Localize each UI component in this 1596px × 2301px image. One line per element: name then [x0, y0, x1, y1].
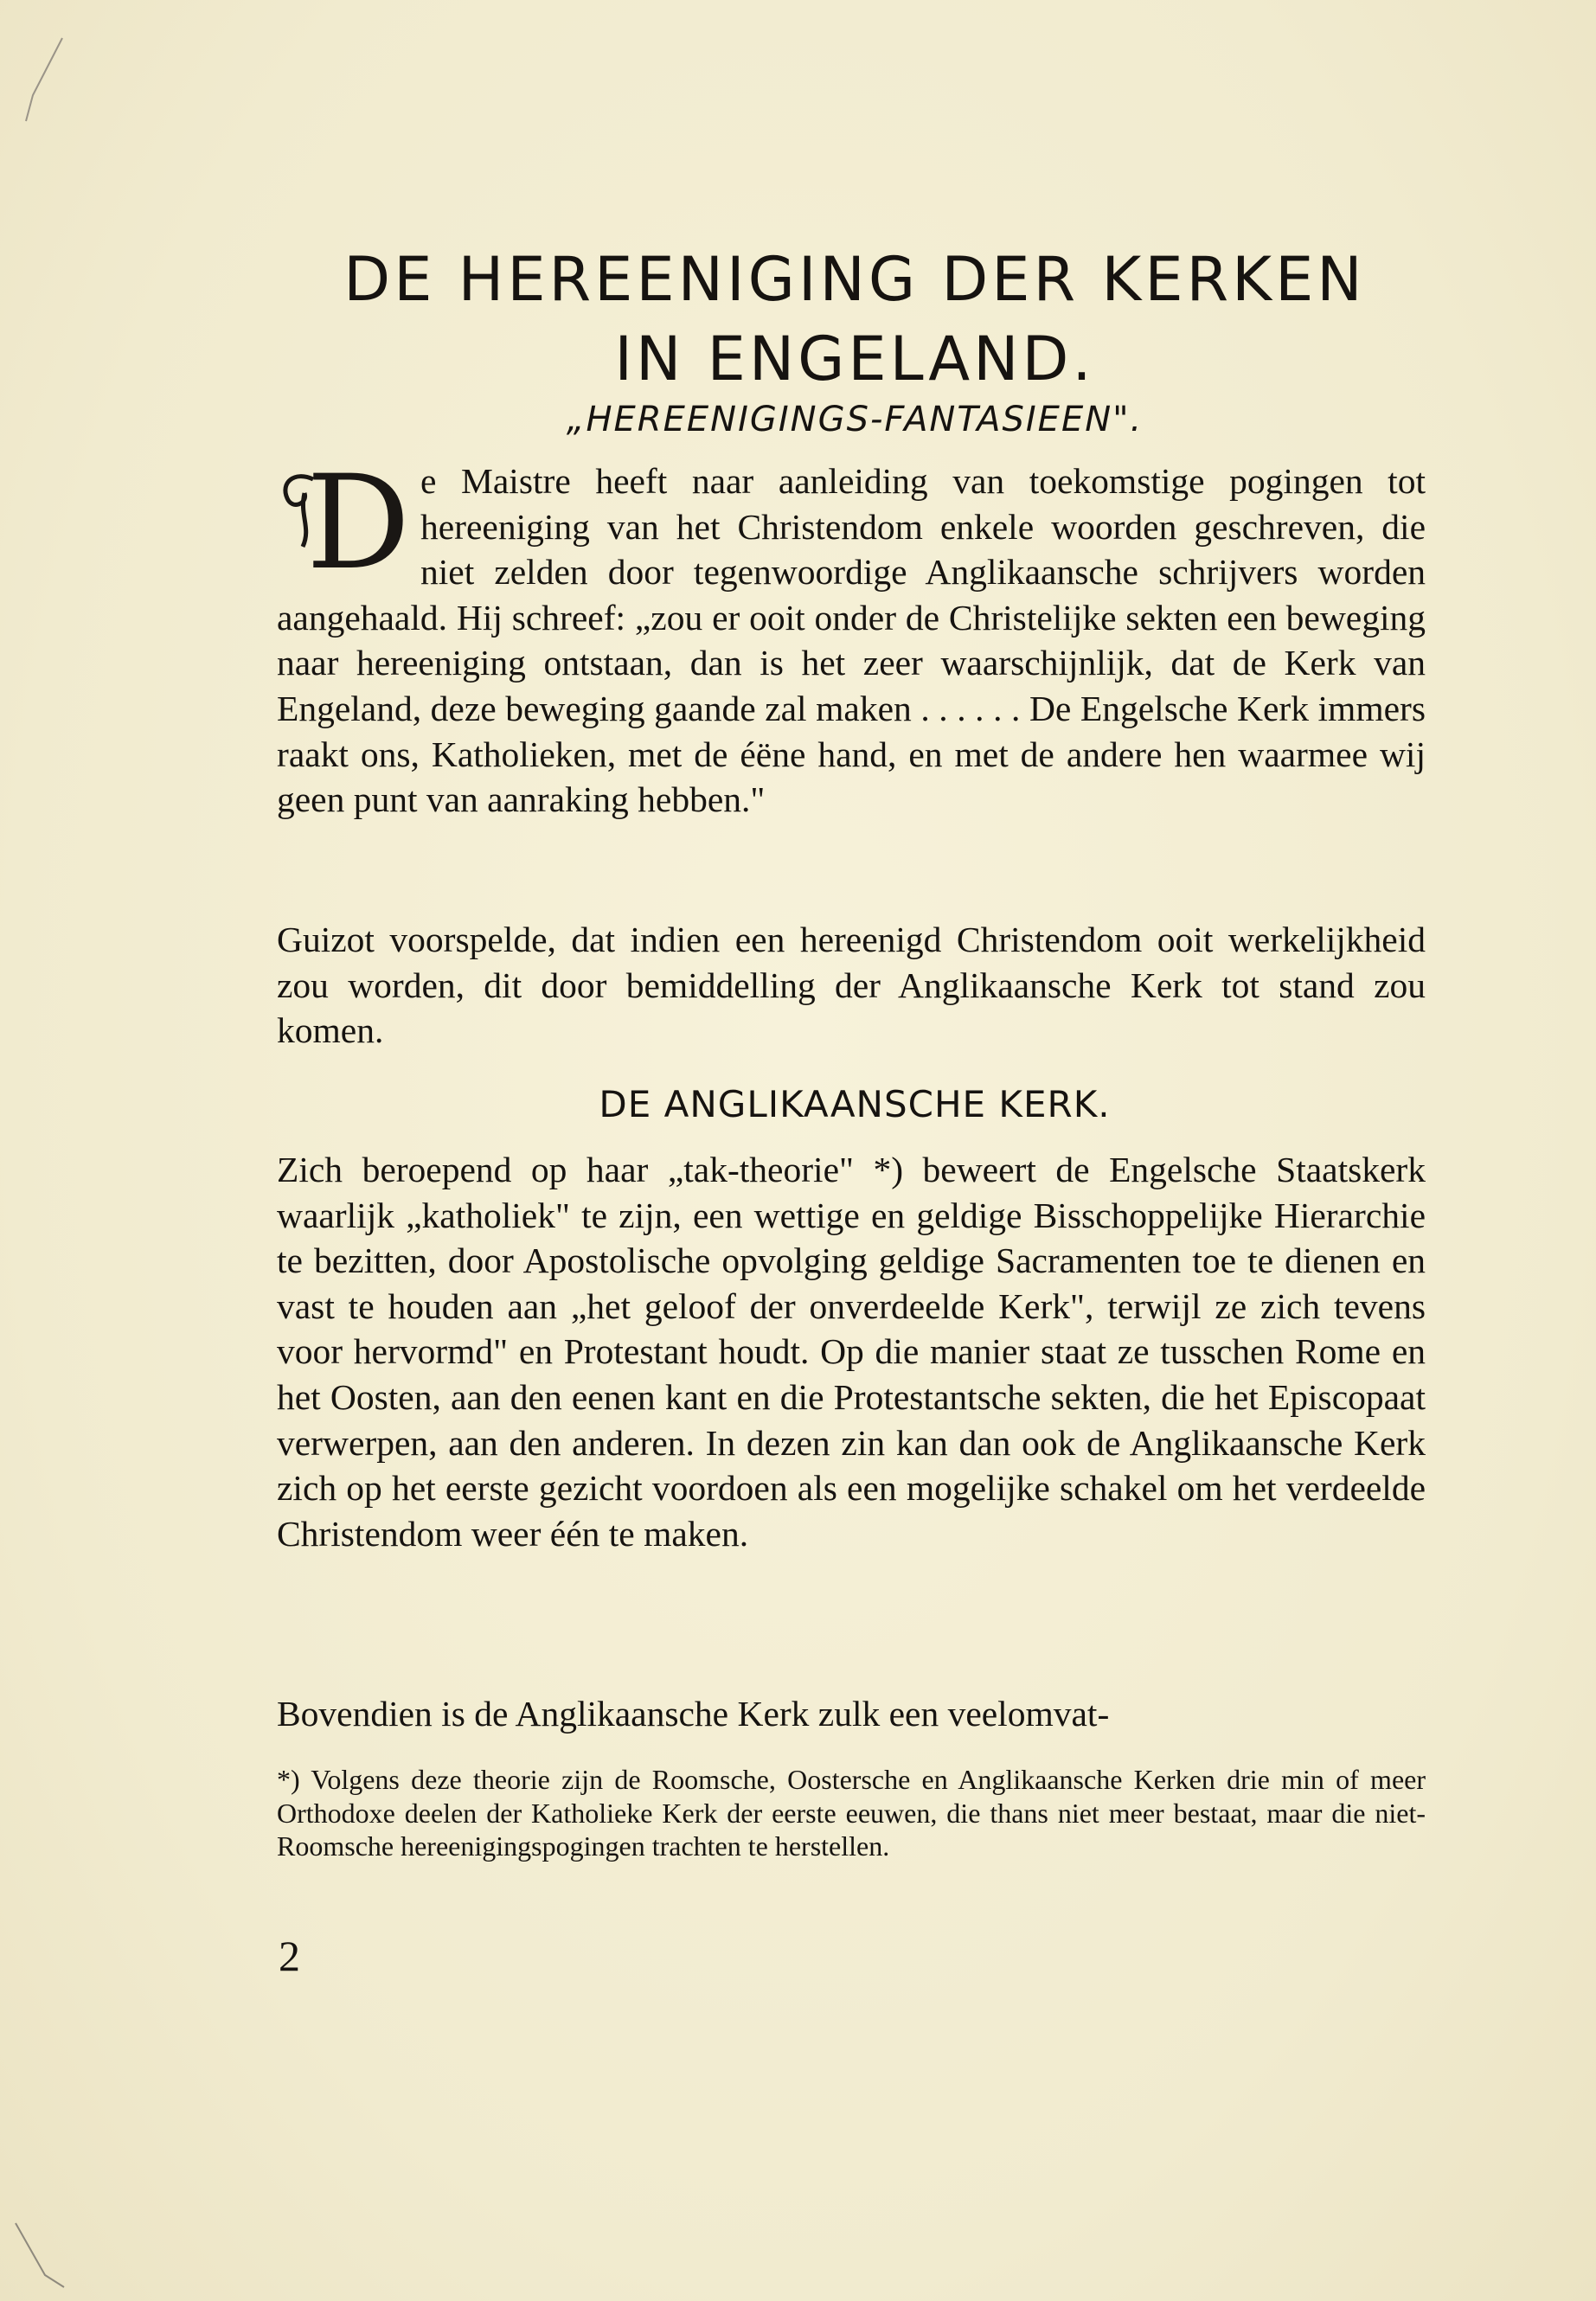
title-line-2: IN ENGELAND. — [614, 324, 1095, 394]
section-heading: DE ANGLIKAANSCHE KERK. — [599, 1083, 1111, 1125]
drop-cap — [273, 448, 412, 599]
drop-cap-letter: D — [306, 448, 411, 599]
paragraph-guizot: Guizot voorspelde, dat indien een hereenigd Christendom ooit werkelijkheid zou worden, dit door bemiddelling der Anglikaansche Kerk tot stand zou komen. — [277, 920, 1426, 1051]
page-number: 2 — [279, 1932, 300, 1980]
paragraph-tak-theorie: Zich beroepend op haar „tak-theorie" *) beweert de Engelsche Staatskerk waarlijk „katholiek" te zijn, een wettige en geldige Bisschoppelijke Hierarchie te bezitten, door Apostolische opvolging geldige Sacramenten toe te dienen en vast te houden aan „het geloof der onverdeelde Kerk", terwijl ze zich tevens voor hervormd" en Protestant houdt. Op die manier staat ze tusschen Rome en het Oosten, aan den eenen kant en die Protestantsche sekten, die het Episcopaat verwerpen, aan den anderen. In dezen zin kan dan ook de Anglikaansche Kerk zich op het eerste gezicht voordoen als een mogelijke schakel om het verdeelde Christendom weer één te maken. — [277, 1150, 1426, 1554]
pencil-mark — [17, 35, 69, 130]
paragraph-text: e Maistre heeft naar aanleiding van toekomstige pogingen tot hereeniging van het Christendom enkele woorden geschreven, die niet zelden door tegenwoordige Anglikaansche schrijvers worden aangehaald. Hij schreef: „zou er ooit onder de Christelijke sekten een beweging naar hereeniging ontstaan, dan is het zeer waarschijnlijk, dat de Kerk van Engeland, deze beweging gaande zal maken . . . . . . De Engelsche Kerk immers raakt ons, Katholieken, met de éëne hand, en met de andere hen waarmee wij geen punt van aanraking hebben." — [277, 461, 1426, 820]
subtitle: „HEREENIGINGS-FANTASIEEN". — [566, 400, 1144, 439]
paragraph-de-maistre — [277, 448, 1426, 823]
title-line-1: DE HEREENIGING DER KERKEN — [343, 244, 1366, 315]
paragraph-bovendien: Bovendien is de Anglikaansche Kerk zulk een veelomvat- — [277, 1694, 1110, 1734]
pencil-mark — [10, 2214, 71, 2292]
footnote: *) Volgens deze theorie zijn de Roomsche, Oostersche en Anglikaansche Kerken drie min of meer Orthodoxe deelen der Katholieke Kerk der eerste eeuwen, die thans niet meer bestaat, maar die niet-Roomsche hereenigingspogingen trachten te herstellen. — [277, 1764, 1426, 1862]
